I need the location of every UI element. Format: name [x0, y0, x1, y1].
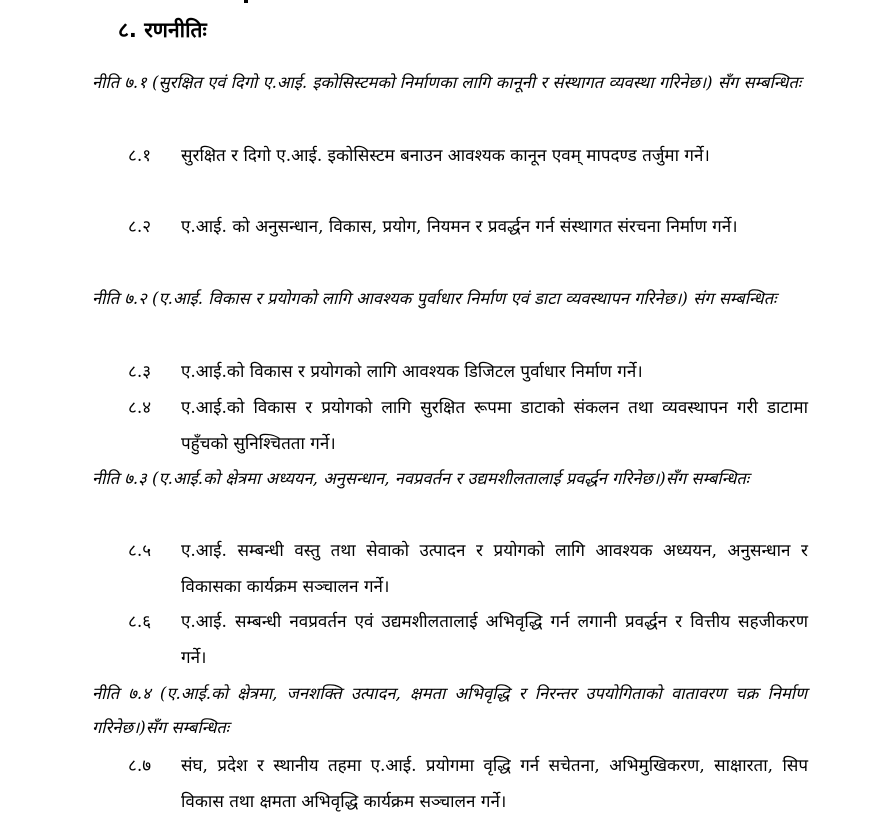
item-text: ए.आई. सम्बन्धी नवप्रवर्तन एवं उद्यमशीलतालाई अभिवृद्धि गर्न लगानी प्रवर्द्धन र वित्तीय सहजीकरण गर्ने। [181, 612, 808, 668]
item-text: सुरक्षित र दिगो ए.आई. इकोसिस्टम बनाउन आवश्यक कानून एवम् मापदण्ड तर्जुमा गर्ने। [181, 146, 710, 166]
policy-paragraph [92, 677, 807, 745]
strategy-item [128, 209, 808, 245]
item-number: ८.६ [128, 612, 152, 632]
item-text: ए.आई. सम्बन्धी वस्तु तथा सेवाको उत्पादन र प्रयोगको लागि आवश्यक अध्ययन, अनुसन्धान र विकासका कार्यक्रम सञ्चालन गर्ने। [181, 541, 808, 597]
policy-number: नीति ७.३ [92, 469, 147, 488]
strategy-item [128, 390, 808, 462]
item-number: ८.३ [128, 362, 152, 382]
item-number: ८.१ [128, 146, 152, 166]
item-number: ८.२ [128, 217, 152, 237]
strategy-item [128, 533, 808, 605]
policy-paragraph [92, 462, 807, 496]
policy-text: (ए.आई.को क्षेत्रमा अध्ययन, अनुसन्धान, नवप्रवर्तन र उद्यमशीलतालाई प्रवर्द्धन गरिनेछ।)सँग सम्बन्धितः [152, 469, 750, 488]
item-number: ८.५ [128, 541, 152, 561]
policy-paragraph [92, 282, 807, 316]
item-text: ए.आई. को अनुसन्धान, विकास, प्रयोग, नियमन र प्रवर्द्धन गर्न संस्थागत संरचना निर्माण गर्ने। [181, 217, 738, 237]
policy-paragraph [92, 66, 807, 100]
item-number: ८.४ [128, 398, 152, 418]
strategy-item [128, 354, 808, 390]
policy-text: (सुरक्षित एवं दिगो ए.आई. इकोसिस्टमको निर्माणका लागि कानूनी र संस्थागत व्यवस्था गरिनेछ।) सँग सम्बन्धितः [152, 73, 802, 92]
policy-number: नीति ७.४ [92, 684, 151, 703]
item-text: संघ, प्रदेश र स्थानीय तहमा ए.आई. प्रयोगमा वृद्धि गर्न सचेतना, अभिमुखिकरण, साक्षारता, सिप विकास तथा क्षमता अभिवृद्धि कार्यक्रम सञ्चालन गर्ने। [181, 756, 808, 812]
policy-text: (ए.आई. विकास र प्रयोगको लागि आवश्यक पुर्वाधार निर्माण एवं डाटा व्यवस्थापन गरिनेछ।) संग सम्बन्धितः [152, 289, 777, 308]
item-number: ८.७ [128, 756, 152, 776]
strategy-item [128, 138, 808, 174]
page-edge-mark [244, 0, 248, 3]
item-text: ए.आई.को विकास र प्रयोगको लागि सुरक्षित रूपमा डाटाको संकलन तथा व्यवस्थापन गरी डाटामा पहुँचको सुनिश्चितता गर्ने। [181, 398, 808, 454]
policy-number: नीति ७.१ [92, 73, 147, 92]
section-heading: ८. रणनीतिः [118, 18, 207, 42]
strategy-item [128, 748, 808, 820]
strategy-item [128, 604, 808, 676]
item-text: ए.आई.को विकास र प्रयोगको लागि आवश्यक डिजिटल पुर्वाधार निर्माण गर्ने। [181, 362, 643, 382]
policy-text: (ए.आई.को क्षेत्रमा, जनशक्ति उत्पादन, क्षमता अभिवृद्धि र निरन्तर उपयोगिताको वातावरण चक्र निर्माण गरिनेछ।)सँग सम्बन्धितः [92, 684, 808, 737]
policy-number: नीति ७.२ [92, 289, 147, 308]
